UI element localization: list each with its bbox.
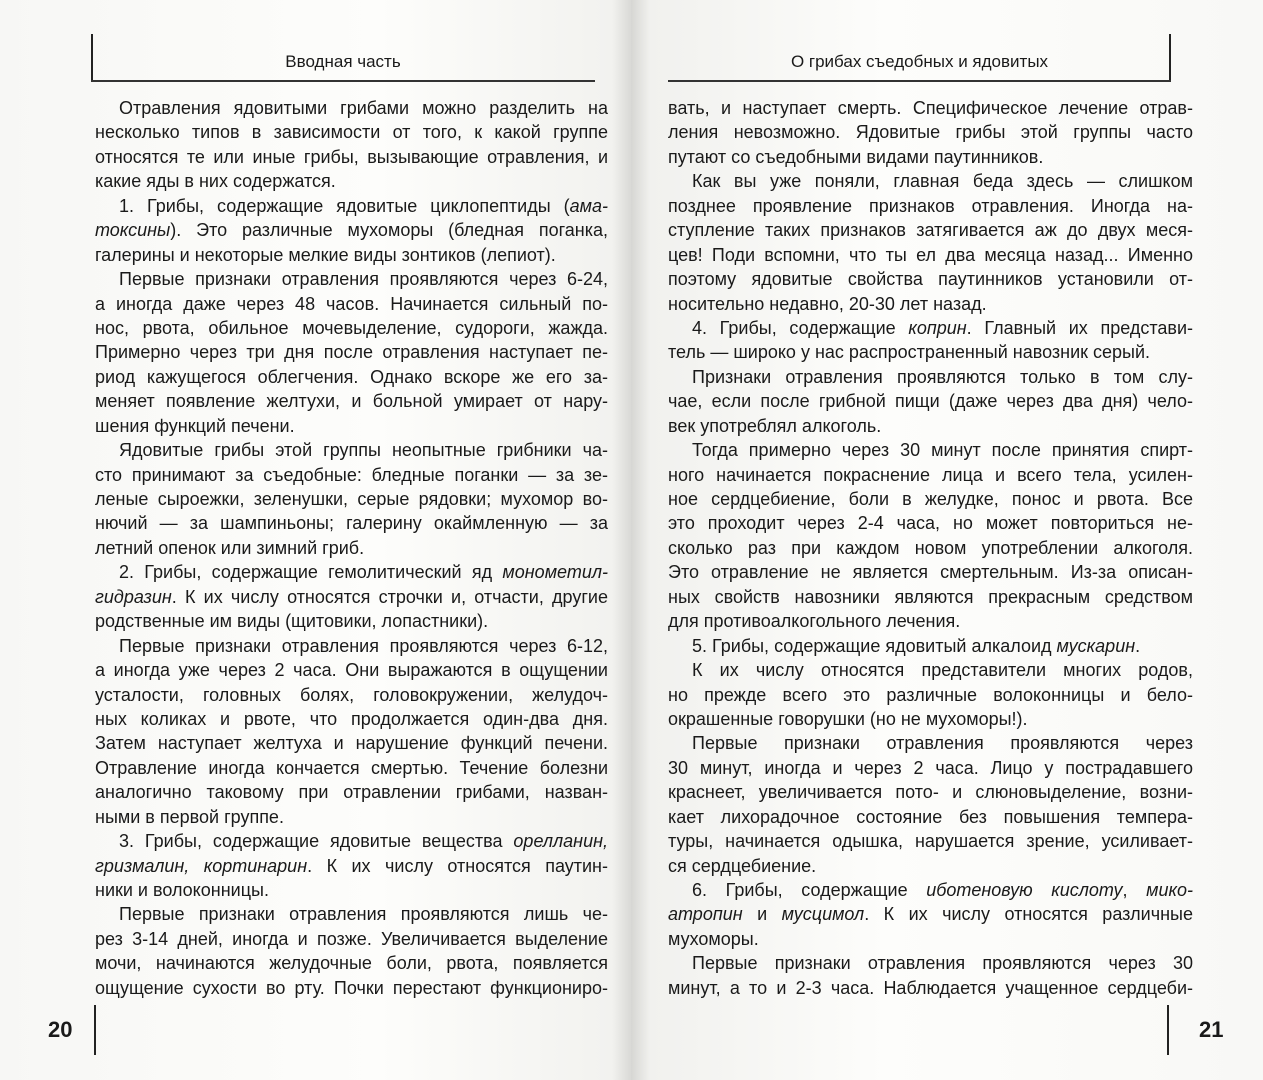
- text-line: [668, 340, 1193, 364]
- italic-term: гидразин: [95, 586, 172, 607]
- text-line: [668, 438, 1193, 462]
- text-run: цев! Поди вспомни, что ты ел два месяца назад... Именно: [668, 244, 1193, 265]
- text-run: Это отравление не является смертельным. Из-за описан-: [668, 562, 1193, 583]
- text-run: туры, начинается одышка, нарушается зрение, усиливает-: [668, 831, 1193, 852]
- footer-rule: [1167, 1005, 1169, 1055]
- text-line: [668, 585, 1193, 609]
- text-run: а иногда даже через 48 часов. Начинается сильный по-: [95, 293, 608, 314]
- text-line: [668, 658, 1193, 682]
- text-line: [668, 878, 1193, 902]
- text-line: [95, 854, 608, 878]
- text-run: чае, если после грибной пищи (даже через два дня) чело-: [668, 391, 1193, 412]
- text-run: ное сердцебиение, боли в желудке, понос и рвота. Все: [668, 489, 1193, 509]
- text-line: [668, 145, 1193, 169]
- text-line: [95, 463, 608, 487]
- text-run: ных коликах и рвоте, что продолжается один-два дня.: [95, 708, 608, 729]
- text-line: [668, 487, 1193, 511]
- text-line: [95, 609, 608, 633]
- text-run: какие яды в них содержатся.: [95, 171, 336, 192]
- text-run: .: [1135, 635, 1141, 656]
- text-line: [668, 707, 1193, 731]
- italic-term: иботеновую кислоту: [926, 880, 1123, 900]
- text-run: ся сердцебиение.: [668, 855, 817, 876]
- text-run: мухоморы.: [668, 928, 759, 949]
- text-line: [95, 805, 608, 829]
- text-line: [668, 511, 1193, 535]
- text-line: [95, 316, 608, 340]
- text-line: [95, 243, 608, 267]
- text-line: [668, 463, 1193, 487]
- text-line: [668, 218, 1193, 242]
- text-line: [95, 658, 608, 682]
- text-line: [668, 365, 1193, 389]
- text-run: Первые признаки отравления проявляются через 6-24,: [119, 269, 608, 290]
- text-run: Отравления ядовитыми грибами можно разделить на: [119, 98, 608, 118]
- text-run: шения функций печени.: [95, 415, 295, 436]
- text-line: [668, 976, 1193, 1000]
- text-run: риод кажущегося облегчения. Однако вскоре же его за-: [95, 366, 608, 387]
- text-line: [95, 902, 608, 926]
- italic-term: монометил-: [502, 562, 608, 583]
- italic-term: орелланин,: [513, 831, 608, 852]
- text-run: Первые признаки отравления проявляются через 6-12,: [119, 635, 608, 656]
- text-line: [95, 707, 608, 731]
- text-line: [95, 340, 608, 364]
- text-run: мочи, начинаются желудочные боли, рвота, появляется: [95, 953, 608, 974]
- text-run: для противоалкогольного лечения.: [668, 611, 961, 632]
- text-run: 6. Грибы, содержащие: [692, 880, 927, 900]
- text-line: [668, 560, 1193, 584]
- text-line: [95, 218, 608, 242]
- left-page: [0, 0, 631, 1080]
- text-line: [95, 267, 608, 291]
- text-run: . К их числу относятся паутин-: [307, 855, 608, 876]
- text-run: аналогично таковому при отравлении грибами, назван-: [95, 782, 608, 803]
- text-run: Первые признаки отравления проявляются через 30: [692, 953, 1193, 974]
- text-line: [95, 389, 608, 413]
- text-line: [668, 805, 1193, 829]
- header-rule: [668, 80, 1171, 82]
- text-line: [668, 536, 1193, 560]
- text-line: [95, 145, 608, 169]
- text-run: но прежде всего это различные волоконницы и бело-: [668, 684, 1193, 705]
- body-text: [668, 96, 1193, 1000]
- text-run: летний опенок или зимний гриб.: [95, 537, 365, 558]
- page-number: 20: [48, 1017, 73, 1042]
- text-run: . К их числу относятся строчки и, отчасти, другие: [171, 586, 608, 607]
- text-run: ощущение сухости во рту. Почки перестают функциониро-: [95, 977, 608, 998]
- text-line: [668, 120, 1193, 144]
- text-line: [668, 292, 1193, 316]
- text-run: родственные им виды (щитовики, лопастники).: [95, 611, 489, 632]
- text-run: Первые признаки отравления проявляются лишь че-: [119, 904, 608, 925]
- running-header: О грибах съедобных и ядовитых: [790, 52, 1049, 71]
- text-line: [95, 976, 608, 1000]
- text-line: [668, 780, 1193, 804]
- text-run: ления невозможно. Ядовитые грибы этой группы часто: [668, 122, 1193, 143]
- text-line: [668, 169, 1193, 193]
- italic-term: мускарин: [1056, 635, 1136, 656]
- text-line: [95, 511, 608, 535]
- text-line: [668, 96, 1193, 120]
- text-run: Тогда примерно через 30 минут после принятия спирт-: [692, 440, 1193, 461]
- text-line: [668, 194, 1193, 218]
- text-run: ступление таких признаков затягивается аж до двух меся-: [668, 220, 1193, 241]
- text-run: 30 минут, иногда и через 2 часа. Лицо у пострадавшего: [668, 757, 1193, 778]
- text-run: К их числу относятся представители многих родов,: [692, 660, 1193, 681]
- text-run: ). Это различные мухоморы (бледная поганка,: [170, 220, 608, 241]
- text-line: [95, 169, 608, 193]
- text-line: [95, 756, 608, 780]
- text-line: [668, 316, 1193, 340]
- text-run: а иногда уже через 2 часа. Они выражаются в ощущении: [95, 660, 608, 681]
- text-run: и: [742, 904, 782, 925]
- header-rule: [91, 80, 595, 82]
- text-run: Признаки отравления проявляются только в том слу-: [692, 366, 1193, 387]
- text-line: [668, 854, 1193, 878]
- text-run: тель — широко у нас распространенный навозник серый.: [668, 342, 1151, 363]
- text-run: . Главный их представи-: [966, 317, 1194, 338]
- running-header: Вводная часть: [285, 52, 401, 71]
- text-run: краснеет, увеличивается пото- и слюновыделение, возни-: [668, 782, 1193, 803]
- text-run: век употреблял алкоголь.: [668, 415, 882, 436]
- text-line: [95, 438, 608, 462]
- text-run: 1. Грибы, содержащие ядовитые циклопептиды (: [119, 195, 570, 216]
- footer-rule: [94, 1005, 96, 1055]
- text-run: поэтому ядовитые свойства паутинников установили от-: [668, 269, 1193, 290]
- text-line: [668, 951, 1193, 975]
- text-line: [95, 585, 608, 609]
- text-line: [95, 194, 608, 218]
- text-line: [668, 756, 1193, 780]
- text-run: Затем наступает желтуха и нарушение функций печени.: [95, 733, 608, 754]
- text-run: это проходит через 2-4 часа, но может повториться не-: [668, 513, 1193, 534]
- text-run: относятся те или иные грибы, вызывающие отравления, и: [95, 146, 608, 167]
- text-run: рез 3-14 дней, иногда и позже. Увеличивается выделение: [95, 928, 608, 949]
- text-run: Как вы уже поняли, главная беда здесь — слишком: [692, 171, 1193, 192]
- text-run: Первые признаки отравления проявляются через: [692, 733, 1193, 754]
- text-run: сколько раз при каждом новом употреблении алкоголя.: [668, 537, 1193, 558]
- text-line: [668, 683, 1193, 707]
- italic-term: токсины: [95, 220, 171, 241]
- text-line: [95, 414, 608, 438]
- text-run: ,: [1122, 880, 1147, 900]
- text-line: [668, 414, 1193, 438]
- italic-term: атропин: [668, 904, 743, 925]
- text-run: 2. Грибы, содержащие гемолитический яд: [119, 562, 503, 583]
- italic-term: мусцимол: [781, 904, 865, 925]
- text-line: [95, 487, 608, 511]
- text-line: [668, 634, 1193, 658]
- text-run: окрашенные говорушки (но не мухоморы!).: [668, 708, 1028, 729]
- text-run: 5. Грибы, содержащие ядовитый алкалоид: [692, 635, 1057, 656]
- text-run: позднее проявление признаков отравления. Иногда на-: [668, 195, 1193, 216]
- text-run: 4. Грибы, содержащие: [692, 317, 909, 338]
- text-line: [95, 560, 608, 584]
- text-line: [668, 731, 1193, 755]
- text-run: сто принимают за съедобные: бледные поганки — за зе-: [95, 464, 608, 485]
- text-run: кает лихорадочное состояние без повышения темпера-: [668, 806, 1193, 827]
- italic-term: мико-: [1146, 880, 1193, 900]
- text-run: путают со съедобными видами паутинников.: [668, 146, 1044, 167]
- text-line: [95, 365, 608, 389]
- text-run: носительно недавно, 20-30 лет назад.: [668, 293, 987, 314]
- text-run: несколько типов в зависимости от того, к какой группе: [95, 122, 608, 143]
- text-run: Ядовитые грибы этой группы неопытные грибники ча-: [119, 440, 608, 461]
- text-run: нос, рвота, обильное мочевыделение, судороги, жажда.: [95, 317, 608, 338]
- text-line: [668, 902, 1193, 926]
- text-run: вать, и наступает смерть. Специфическое лечение отрав-: [668, 98, 1193, 118]
- text-line: [668, 927, 1193, 951]
- text-run: 3. Грибы, содержащие ядовитые вещества: [119, 831, 514, 852]
- text-run: леные сыроежки, зеленушки, серые рядовки; мухомор во-: [95, 489, 608, 509]
- text-run: меняет появление желтухи, и больной умирает от нару-: [95, 391, 608, 412]
- text-line: [95, 536, 608, 560]
- body-text: [95, 96, 608, 1000]
- text-line: [95, 292, 608, 316]
- text-run: усталости, головных болях, головокружении, желудоч-: [95, 684, 608, 705]
- text-line: [95, 927, 608, 951]
- text-run: ного начинается покраснение лица и всего тела, усилен-: [668, 464, 1193, 485]
- text-line: [95, 120, 608, 144]
- right-page: [631, 0, 1263, 1080]
- italic-term: ама-: [569, 195, 608, 216]
- text-line: [95, 780, 608, 804]
- text-line: [668, 243, 1193, 267]
- text-line: [95, 829, 608, 853]
- text-line: [95, 96, 608, 120]
- text-run: минут, а то и 2-3 часа. Наблюдается учащенное сердцеби-: [668, 977, 1193, 998]
- text-run: Отравление иногда кончается смертью. Течение болезни: [95, 757, 608, 778]
- text-line: [95, 878, 608, 902]
- text-run: ных свойств навозники являются прекрасным средством: [668, 586, 1193, 607]
- text-run: ники и волоконницы.: [95, 880, 269, 900]
- text-line: [95, 731, 608, 755]
- text-run: галерины и некоторые мелкие виды зонтиков (лепиот).: [95, 244, 556, 265]
- text-run: . К их числу относятся различные: [864, 904, 1193, 925]
- text-run: Примерно через три дня после отравления наступает пе-: [95, 342, 608, 363]
- text-line: [668, 609, 1193, 633]
- text-run: ными в первой группе.: [95, 806, 284, 827]
- text-line: [95, 683, 608, 707]
- text-line: [668, 267, 1193, 291]
- page-number: 21: [1199, 1017, 1224, 1042]
- italic-term: коприн: [908, 317, 967, 338]
- italic-term: гризмалин, кортинарин: [95, 855, 308, 876]
- text-line: [668, 389, 1193, 413]
- text-run: нючий — за шампиньоны; галерину окаймленную — за: [95, 513, 608, 534]
- text-line: [95, 634, 608, 658]
- text-line: [668, 829, 1193, 853]
- text-line: [95, 951, 608, 975]
